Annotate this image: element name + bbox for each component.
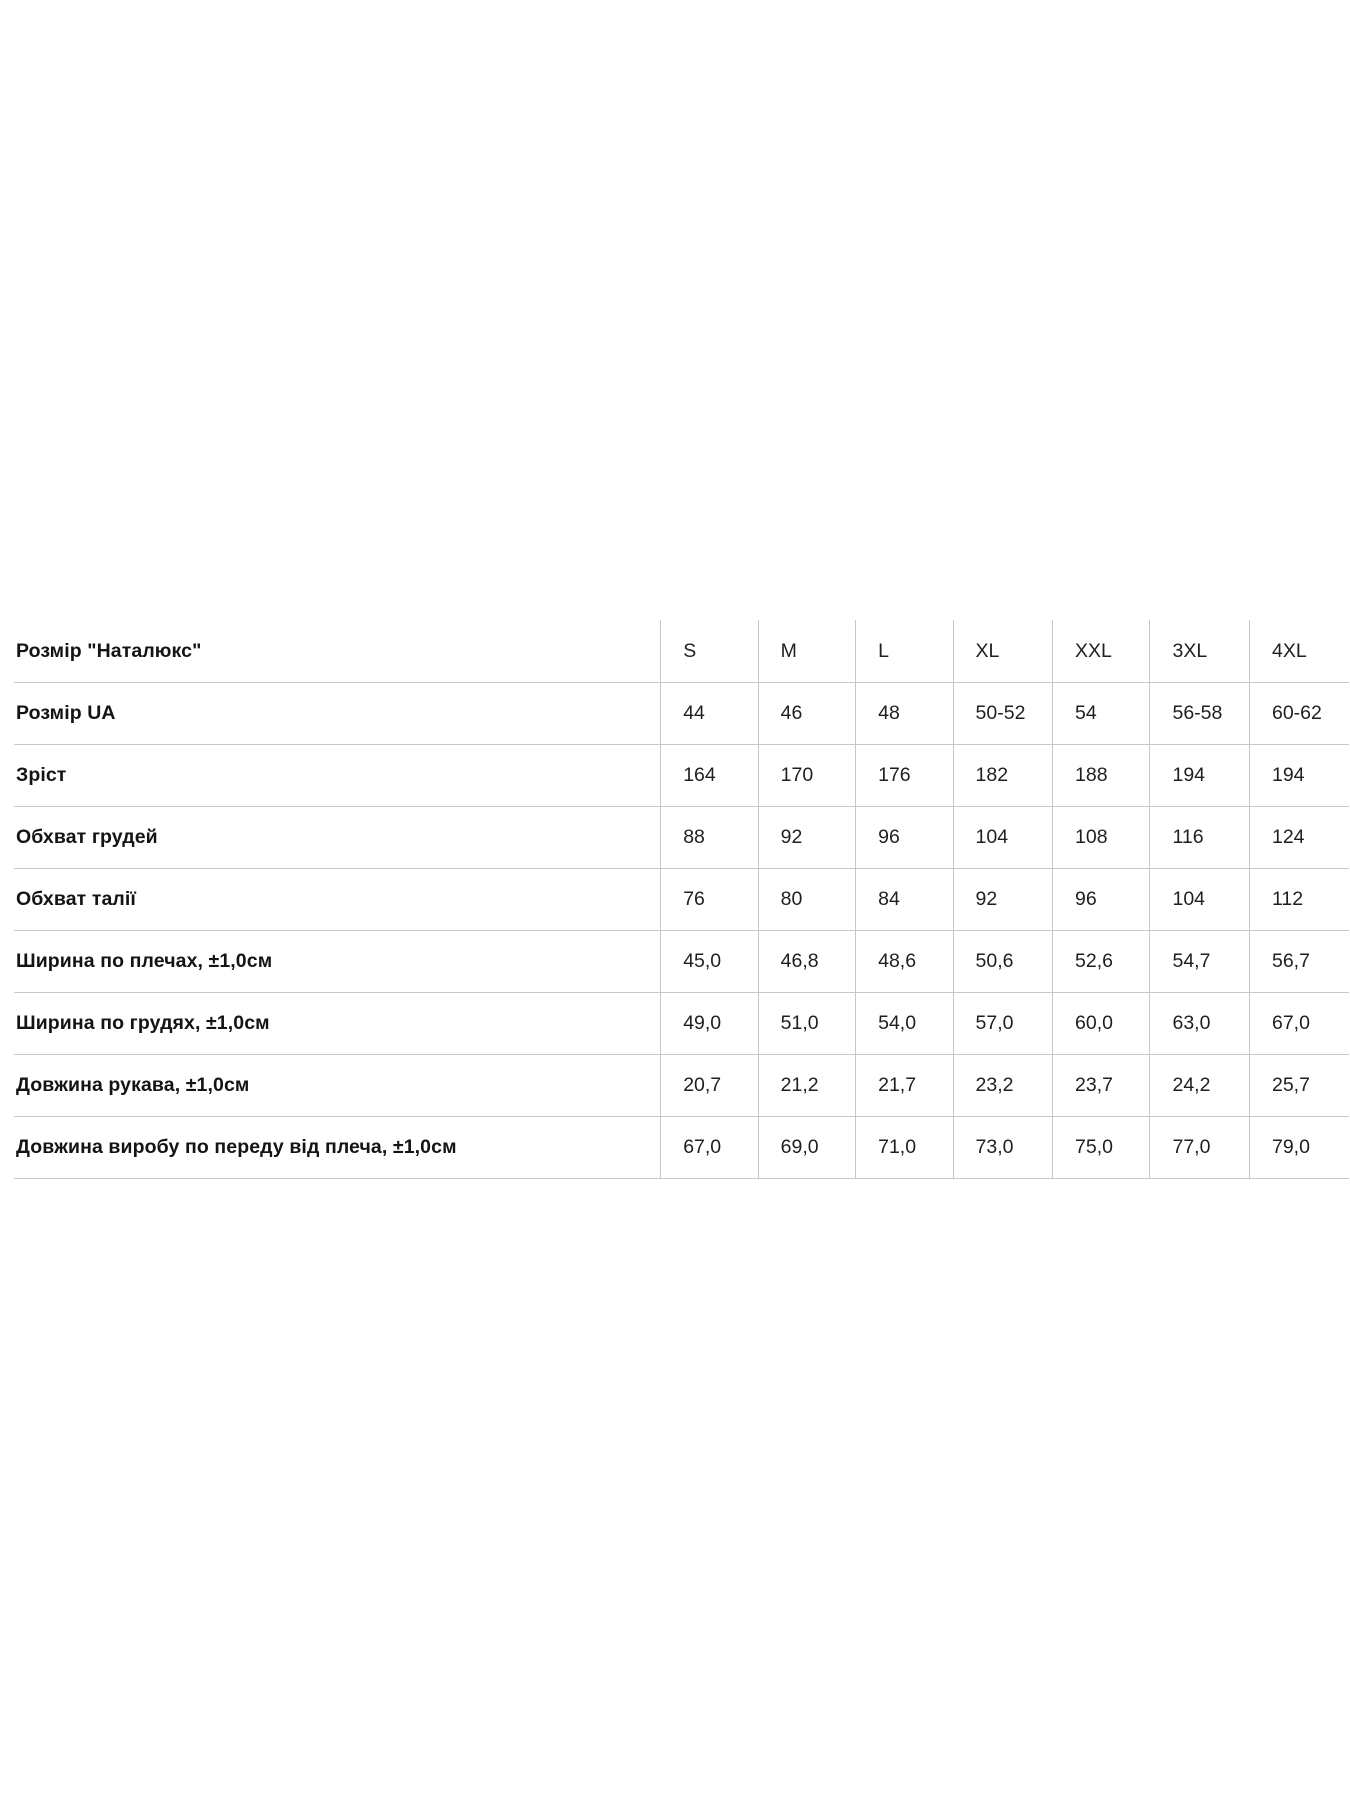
- size-table-body: [14, 620, 1349, 1179]
- row-label: Довжина рукава, ±1,0см: [14, 1055, 661, 1117]
- row-label: Розмір UA: [14, 683, 661, 745]
- row-value: 67,0: [661, 1117, 758, 1179]
- table-row: [14, 1117, 1349, 1179]
- row-value: 52,6: [1053, 931, 1150, 993]
- row-value: 84: [856, 869, 953, 931]
- row-value: 44: [661, 683, 758, 745]
- row-value: 49,0: [661, 993, 758, 1055]
- row-value: 69,0: [758, 1117, 855, 1179]
- row-value: 112: [1249, 869, 1349, 931]
- row-label: Ширина по плечах, ±1,0см: [14, 931, 661, 993]
- row-label: Обхват талії: [14, 869, 661, 931]
- table-row: [14, 931, 1349, 993]
- row-value: 182: [953, 745, 1052, 807]
- row-value: 56-58: [1150, 683, 1249, 745]
- row-value: 46,8: [758, 931, 855, 993]
- table-row: [14, 993, 1349, 1055]
- column-header-xxl: XXL: [1053, 620, 1150, 683]
- row-value: 21,7: [856, 1055, 953, 1117]
- row-value: 20,7: [661, 1055, 758, 1117]
- table-row: [14, 807, 1349, 869]
- row-value: 48,6: [856, 931, 953, 993]
- row-label: Довжина виробу по переду від плеча, ±1,0см: [14, 1117, 661, 1179]
- row-value: 96: [1053, 869, 1150, 931]
- column-header-xl: XL: [953, 620, 1052, 683]
- table-header-row: [14, 620, 1349, 683]
- table-row: [14, 745, 1349, 807]
- row-value: 54: [1053, 683, 1150, 745]
- row-value: 116: [1150, 807, 1249, 869]
- row-value: 23,7: [1053, 1055, 1150, 1117]
- row-value: 108: [1053, 807, 1150, 869]
- row-value: 170: [758, 745, 855, 807]
- row-value: 71,0: [856, 1117, 953, 1179]
- row-label: Зріст: [14, 745, 661, 807]
- row-value: 194: [1249, 745, 1349, 807]
- column-header-4xl: 4XL: [1249, 620, 1349, 683]
- row-value: 79,0: [1249, 1117, 1349, 1179]
- row-value: 63,0: [1150, 993, 1249, 1055]
- row-value: 67,0: [1249, 993, 1349, 1055]
- row-value: 92: [758, 807, 855, 869]
- row-value: 104: [1150, 869, 1249, 931]
- row-value: 194: [1150, 745, 1249, 807]
- row-value: 54,0: [856, 993, 953, 1055]
- column-header-3xl: 3XL: [1150, 620, 1249, 683]
- row-value: 54,7: [1150, 931, 1249, 993]
- row-value: 45,0: [661, 931, 758, 993]
- row-value: 24,2: [1150, 1055, 1249, 1117]
- row-value: 75,0: [1053, 1117, 1150, 1179]
- row-value: 164: [661, 745, 758, 807]
- row-label: Ширина по грудях, ±1,0см: [14, 993, 661, 1055]
- row-value: 50-52: [953, 683, 1052, 745]
- row-value: 60-62: [1249, 683, 1349, 745]
- size-table: [14, 620, 1349, 1179]
- row-value: 188: [1053, 745, 1150, 807]
- row-value: 48: [856, 683, 953, 745]
- row-value: 88: [661, 807, 758, 869]
- row-value: 92: [953, 869, 1052, 931]
- table-header-label: Розмір "Наталюкс": [14, 620, 661, 683]
- row-value: 104: [953, 807, 1052, 869]
- row-value: 57,0: [953, 993, 1052, 1055]
- row-value: 56,7: [1249, 931, 1349, 993]
- row-value: 76: [661, 869, 758, 931]
- row-value: 80: [758, 869, 855, 931]
- column-header-l: L: [856, 620, 953, 683]
- row-value: 23,2: [953, 1055, 1052, 1117]
- row-value: 21,2: [758, 1055, 855, 1117]
- table-row: [14, 683, 1349, 745]
- row-label: Обхват грудей: [14, 807, 661, 869]
- row-value: 124: [1249, 807, 1349, 869]
- row-value: 60,0: [1053, 993, 1150, 1055]
- row-value: 176: [856, 745, 953, 807]
- row-value: 51,0: [758, 993, 855, 1055]
- row-value: 25,7: [1249, 1055, 1349, 1117]
- table-row: [14, 1055, 1349, 1117]
- column-header-m: M: [758, 620, 855, 683]
- row-value: 50,6: [953, 931, 1052, 993]
- table-row: [14, 869, 1349, 931]
- row-value: 96: [856, 807, 953, 869]
- row-value: 77,0: [1150, 1117, 1249, 1179]
- row-value: 46: [758, 683, 855, 745]
- size-chart: [14, 620, 1349, 1179]
- column-header-s: S: [661, 620, 758, 683]
- row-value: 73,0: [953, 1117, 1052, 1179]
